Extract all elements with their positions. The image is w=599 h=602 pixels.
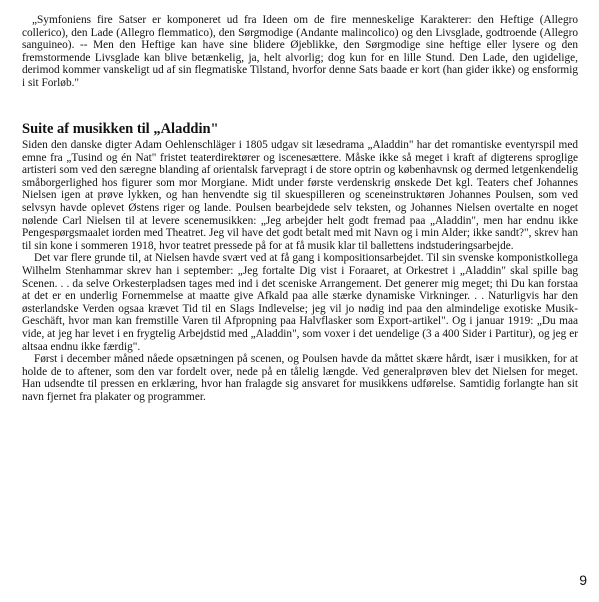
section-heading: Suite af musikken til „Aladdin" (22, 121, 219, 137)
paragraph: Først i december måned nåede opsætningen på scenen, og Poulsen havde da måttet skære hårdt, især i musikken, for at holde de to aftener, som den var fordelt over, nede på en tålelig længde. Ved generalprøven blev det Nielsen for meget. Han udsendte til pressen en erklæring, hvor han fralagde sig ansvaret for musikkens udførelse. Samtidig forlangte han sit navn fjernet fra plakater og programmer. (22, 353, 578, 403)
paragraph: Siden den danske digter Adam Oehlenschläger i 1805 udgav sit læsedrama „Aladdin" har det romantiske eventyrspil med emne fra „Tusind og én Nat" fristet teaterdirektører og iscenesættere. Måske ikke så meget i kraft af digterens sproglige artisteri som ved den særegne blanding af orientalsk farvepragt i de store optrin og københavnsk og dermed letgenkendelig småborgerlighed hos figurer som mor Morgiane. Midt under første verdenskrig ønskede Det kgl. Teaters chef Johannes Nielsen igen at prøve lykken, og han henvendte sig til skuespilleren og sceneinstruktøren Johannes Poulsen, som ved selvsyn havde oplevet Østens riger og lande. Poulsen bearbejdede selv teksten, og Johannes Nielsen overtalte en noget nølende Carl Nielsen til at levere scenemusikken: „Jeg arbejder helt godt fremad paa „Aladdin", men har endnu ikke Pengespørgsmaalet iorden med Theatret. Jeg vil have det godt betalt med mit Navn og i min Alder; ikke sandt?", skrev han til sin kone i sommeren 1918, hvor teatret pressede på for at få musik klar til ballettens indstuderingsarbejde. (22, 139, 578, 252)
page-number: 9 (579, 572, 587, 588)
quoted-passage: „Symfoniens fire Satser er komponeret ud fra Ideen om de fire menneskelige Karakterer: den Heftige (Allegro collerico), den Lade (Allegro flemmatico), den Sørgmodige (Andante malincolico) og den Livsglade, godtroende (Allegro sanguineo). -- Men den Heftige kan have sine blidere Øjeblikke, den Sørgmodige sine heftige eller lysere og den fremstormende Livsglade kan blive betænkelig, ja, helt alvorlig; dog kun for en lille Stund. Den Lade, den ugidelige, derimod kommer vanskeligt ud af sin flegmatiske Tilstand, hvorfor denne Sats baade er kort (han gider ikke) og ensformig i sit Forløb." (22, 14, 578, 89)
body-text (22, 139, 578, 403)
paragraph: Det var flere grunde til, at Nielsen havde svært ved at få gang i kompositionsarbejdet. Til sin svenske komponistkollega Wilhelm Stenhammar skrev han i september: „Jeg fortalte Dig vist i Foraaret, at Orkestret i „Aladdin" skal spille bag Scenen. . . da selve Orkesterpladsen tages med ind i det sceniske Arrangement. Det generer mig meget; thi Du kan forstaa at det er en underlig Fornemmelse at maatte give Afkald paa alle stærke dynamiske Virkninger. . . Naturligvis har den østerlandske Verden ogsaa krævet Tid til en Slags Indlevelse; jeg vil jo nødig ind paa den almindelige exotiske Musik-Geschäft, hvor man kan fremstille Varen til Afpropning paa Halvflasker som Export-artikel". Og i januar 1919: „Du maa vide, at jeg har levet i en frygtelig Arbejdstid med „Aladdin", som voxer i det uendelige (3 a 400 Sider i Partitur), og jeg er altsaa endnu ikke færdig". (22, 252, 578, 353)
